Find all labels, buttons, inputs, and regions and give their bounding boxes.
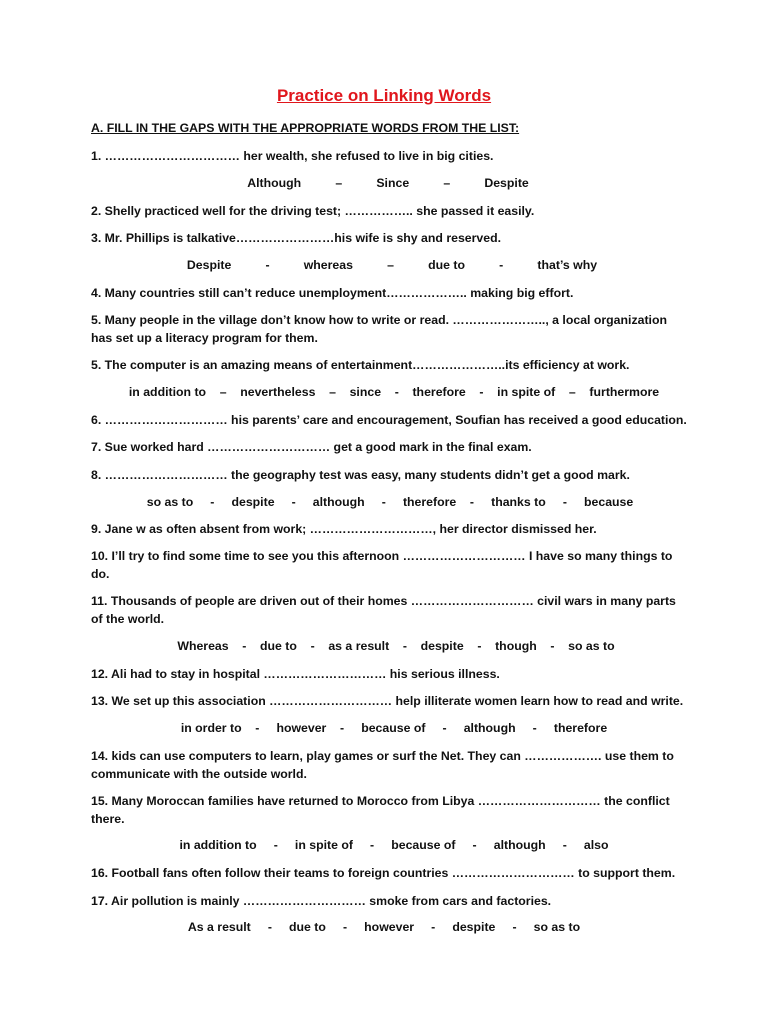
- question-10: 10. I’ll try to find some time to see you this afternoon ………………………… I have so many things to do.: [91, 549, 673, 581]
- page-title: Practice on Linking Words: [276, 86, 492, 105]
- question-6: 6. ………………………… his parents’ care and encouragement, Soufian has received a good education.: [91, 413, 687, 427]
- word-list-1: Although – Since – Despite: [247, 176, 529, 190]
- word-list-4: so as to - despite - although - therefore - thanks to - because: [146, 495, 634, 509]
- section-a-heading: A. FILL IN THE GAPS WITH THE APPROPRIATE WORDS FROM THE LIST:: [91, 121, 520, 135]
- question-1: 1. …………………………… her wealth, she refused to live in big cities.: [91, 149, 494, 163]
- word-list-6: in order to - however - because of - although - therefore: [180, 721, 608, 735]
- word-list-8: As a result - due to - however - despite - so as to: [187, 920, 581, 934]
- question-12: 12. Ali had to stay in hospital ………………………… his serious illness.: [91, 667, 500, 681]
- word-list-5: Whereas - due to - as a result - despite - though - so as to: [177, 639, 615, 653]
- question-7: 7. Sue worked hard ………………………… get a good mark in the final exam.: [91, 440, 532, 454]
- question-8: 8. ………………………… the geography test was easy, many students didn’t get a good mark.: [91, 468, 630, 482]
- word-list-2: Despite - whereas – due to - that’s why: [186, 258, 598, 272]
- question-16: 16. Football fans often follow their teams to foreign countries ………………………… to support them.: [91, 866, 676, 880]
- question-14: 14. kids can use computers to learn, play games or surf the Net. They can ………………. use them to communicate with the outside world.: [91, 749, 674, 781]
- question-11: 11. Thousands of people are driven out of their homes ………………………… civil wars in many parts of the world.: [91, 594, 676, 626]
- word-list-3: in addition to – nevertheless – since - therefore - in spite of – furthermore: [128, 385, 660, 399]
- question-13: 13. We set up this association ………………………… help illiterate women learn how to read and write.: [91, 694, 684, 708]
- word-list-7: in addition to - in spite of - because of - although - also: [179, 838, 609, 852]
- question-2: 2. Shelly practiced well for the driving test; …………….. she passed it easily.: [91, 204, 535, 218]
- question-4: 4. Many countries still can’t reduce unemployment……………….. making big effort.: [91, 286, 574, 300]
- question-3: 3. Mr. Phillips is talkative……………………his wife is shy and reserved.: [91, 231, 502, 245]
- question-15: 15. Many Moroccan families have returned to Morocco from Libya ………………………… the conflict there.: [91, 794, 670, 826]
- question-5b: 5. The computer is an amazing means of entertainment…………………..its efficiency at work.: [91, 358, 630, 372]
- question-17: 17. Air pollution is mainly ………………………… smoke from cars and factories.: [91, 894, 552, 908]
- question-9: 9. Jane w as often absent from work; …………………………, her director dismissed her.: [91, 522, 597, 536]
- question-5a: 5. Many people in the village don’t know how to write or read. ………………….., a local organization has set up a literacy program for them.: [91, 313, 667, 345]
